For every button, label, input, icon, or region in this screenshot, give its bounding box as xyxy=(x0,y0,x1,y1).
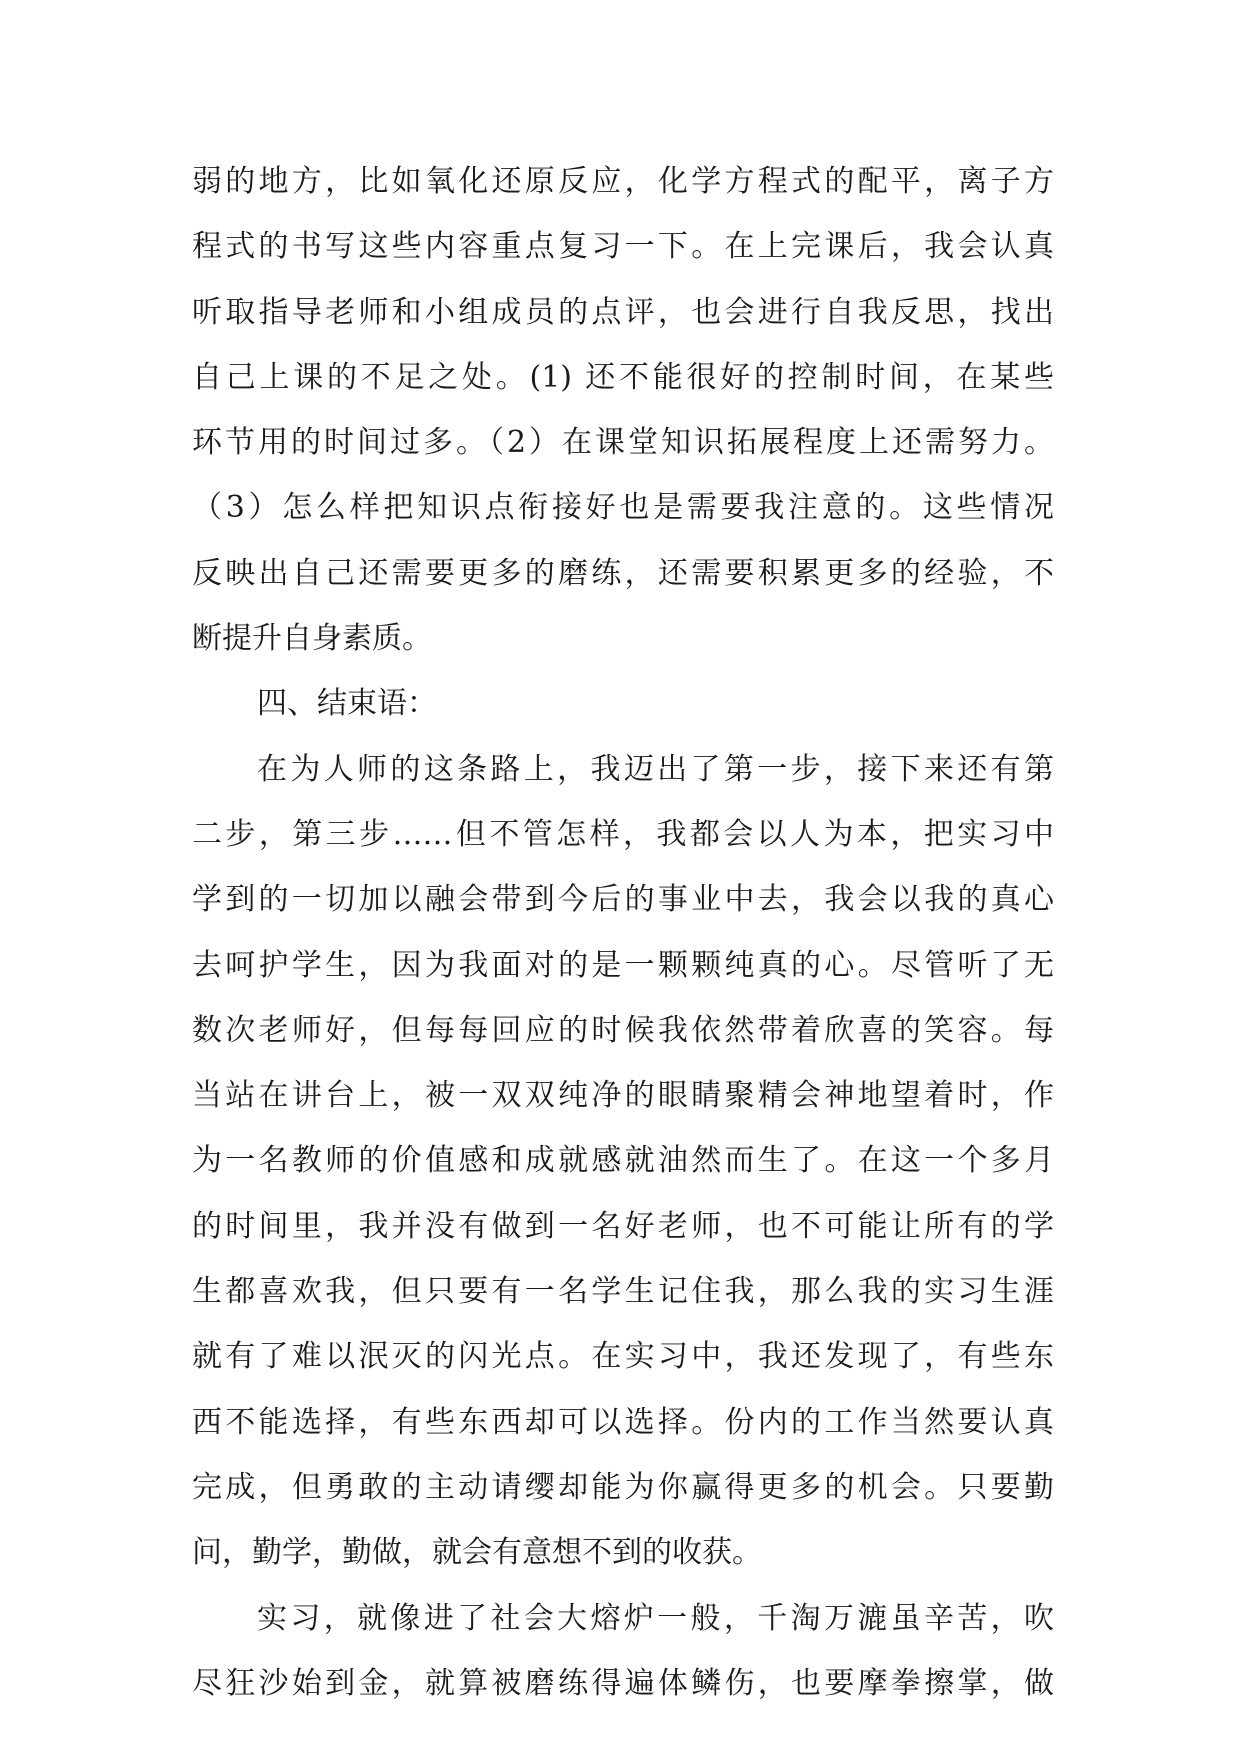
text-line: 问，勤学，勤做，就会有意想不到的收获。 xyxy=(192,1535,762,1571)
text-line: 自己上课的不足之处。(1) 还不能很好的控制时间，在某些 xyxy=(192,359,1054,395)
text-line: 学到的一切加以融会带到今后的事业中去，我会以我的真心 xyxy=(192,882,1054,918)
text-line: 实习，就像进了社会大熔炉一般，千淘万漉虽辛苦，吹 xyxy=(257,1600,1054,1636)
text-line: 尽狂沙始到金，就算被磨练得遍体鳞伤，也要摩拳擦掌，做 xyxy=(192,1665,1054,1701)
text-line: 的时间里，我并没有做到一名好老师，也不可能让所有的学 xyxy=(192,1208,1054,1244)
text-line: （3）怎么样把知识点衔接好也是需要我注意的。这些情况 xyxy=(192,490,1054,526)
text-line: 环节用的时间过多。（2）在课堂知识拓展程度上还需努力。 xyxy=(192,425,1054,461)
text-line: 在为人师的这条路上，我迈出了第一步，接下来还有第 xyxy=(257,751,1054,787)
text-line: 生都喜欢我，但只要有一名学生记住我，那么我的实习生涯 xyxy=(192,1274,1054,1310)
text-line: 程式的书写这些内容重点复习一下。在上完课后，我会认真 xyxy=(192,229,1054,265)
text-line: 为一名教师的价值感和成就感就油然而生了。在这一个多月 xyxy=(192,1143,1054,1179)
text-line: 当站在讲台上，被一双双纯净的眼睛聚精会神地望着时，作 xyxy=(192,1078,1054,1114)
paragraph-teaching-reflection xyxy=(192,149,1054,671)
text-line: 西不能选择，有些东西却可以选择。份内的工作当然要认真 xyxy=(192,1404,1054,1440)
paragraph-conclusion xyxy=(192,737,1054,1586)
text-line: 反映出自己还需要更多的磨练，还需要积累更多的经验，不 xyxy=(192,555,1054,591)
text-line: 听取指导老师和小组成员的点评，也会进行自我反思，找出 xyxy=(192,294,1054,330)
text-line: 断提升自身素质。 xyxy=(192,621,432,657)
text-line: 弱的地方，比如氧化还原反应，化学方程式的配平，离子方 xyxy=(192,164,1054,199)
section-heading: 四、结束语： xyxy=(257,686,437,722)
text-line: 数次老师好，但每每回应的时候我依然带着欣喜的笑容。每 xyxy=(192,1012,1054,1048)
text-line: 完成，但勇敢的主动请缨却能为你赢得更多的机会。只要勤 xyxy=(192,1469,1054,1505)
document-body xyxy=(192,149,1054,1716)
paragraph-internship-metaphor xyxy=(192,1586,1054,1717)
text-line: 去呵护学生，因为我面对的是一颗颗纯真的心。尽管听了无 xyxy=(192,947,1054,983)
text-line: 就有了难以泯灭的闪光点。在实习中，我还发现了，有些东 xyxy=(192,1339,1054,1375)
text-line: 二步，第三步……但不管怎样，我都会以人为本，把实习中 xyxy=(192,816,1054,852)
